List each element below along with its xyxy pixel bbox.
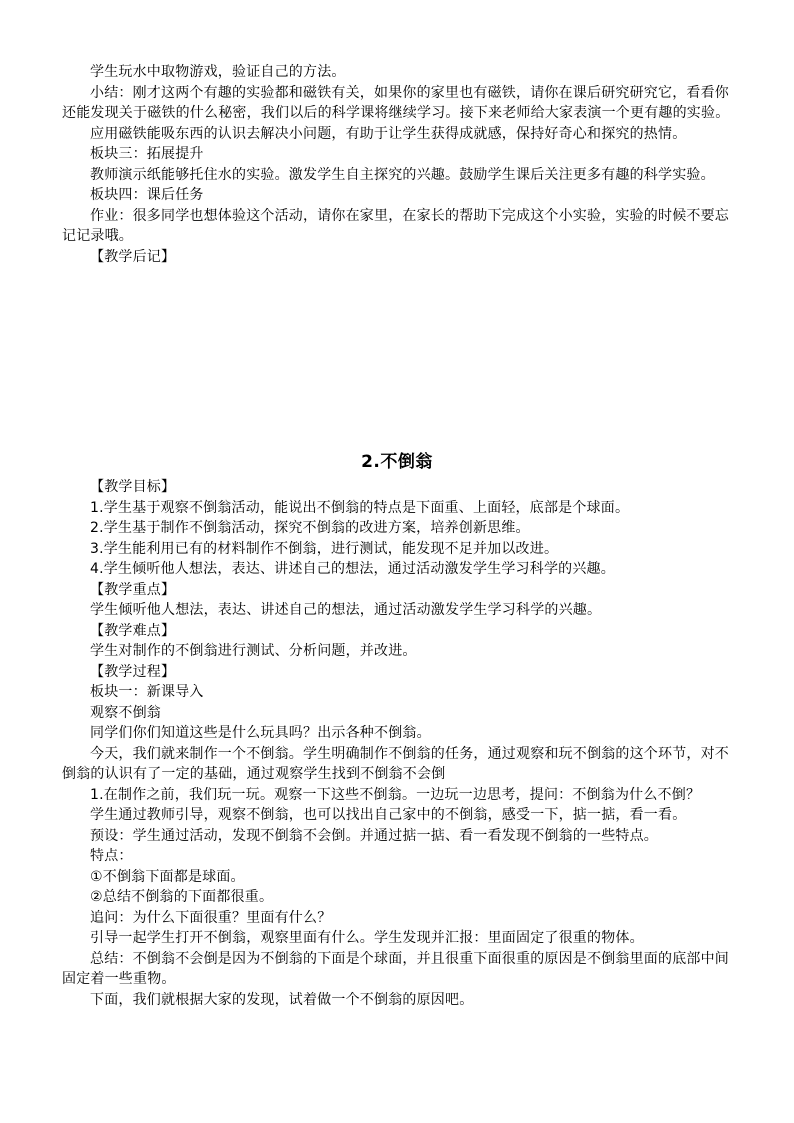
paragraph: 板块一：新课导入 xyxy=(90,684,204,700)
paragraph: 学生通过教师引导，观察不倒翁，也可以找出自己家中的不倒翁，感受一下，掂一掂，看一看。 xyxy=(90,807,687,823)
paragraph: 预设：学生通过活动，发现不倒翁不会倒。并通过掂一掂、看一看发现不倒翁的一些特点。 xyxy=(90,827,658,844)
paragraph: 下面，我们就根据大家的发现，试着做一个不倒翁的原因吧。 xyxy=(90,991,474,1008)
section-heading: 【教学目标】 xyxy=(90,479,176,495)
paragraph: 1.在制作之前，我们玩一玩。观察一下这些不倒翁。一边玩一边思考，提问：不倒翁为什么不倒？ xyxy=(90,786,701,803)
paragraph: 应用磁铁能吸东西的认识去解决小问题，有助于让学生获得成就感，保持好奇心和探究的热情。 xyxy=(90,125,687,142)
section-heading: 【教学过程】 xyxy=(90,663,176,680)
paragraph: 总结：不倒翁不会倒是因为不倒翁的下面是个球面，并且很重下面很重的原因是不倒翁里面的底部中间固定着一些重物。 xyxy=(62,950,729,987)
paragraph: 学生玩水中取物游戏，验证自己的方法。 xyxy=(90,64,346,80)
paragraph: 同学们你们知道这些是什么玩具吗？出示各种不倒翁。 xyxy=(90,725,431,741)
paragraph: 3.学生能利用已有的材料制作不倒翁，进行测试，能发现不足并加以改进。 xyxy=(90,540,559,557)
paragraph: 学生对制作的不倒翁进行测试、分析问题，并改进。 xyxy=(90,643,417,659)
paragraph: ②总结不倒翁的下面都很重。 xyxy=(90,889,274,905)
paragraph: 1.学生基于观察不倒翁活动，能说出不倒翁的特点是下面重、上面轻，底部是个球面。 xyxy=(90,499,630,516)
paragraph: 今天，我们就来制作一个不倒翁。学生明确制作不倒翁的任务，通过观察和玩不倒翁的这个环节，对不倒翁的认识有了一定的基础，通过观察学生找到不倒翁不会倒 xyxy=(62,745,729,782)
paragraph: 追问：为什么下面很重？里面有什么？ xyxy=(90,909,332,926)
paragraph: 小结：刚才这两个有趣的实验都和磁铁有关，如果你的家里也有磁铁，请你在课后研究研究它，看看你还能发现关于磁铁的什么秘密，我们以后的科学课将继续学习。接下来老师给大家表演一个更有趣的实验。 xyxy=(62,84,730,121)
paragraph: 学生倾听他人想法，表达、讲述自己的想法，通过活动激发学生学习科学的兴趣。 xyxy=(90,602,602,618)
paragraph: 作业：很多同学也想体验这个活动，请你在家里，在家长的帮助下完成这个小实验，实验的时候不要忘记记录哦。 xyxy=(62,207,729,244)
section-heading: 【教学重点】 xyxy=(90,581,176,598)
paragraph: 2.学生基于制作不倒翁活动，探究不倒翁的改进方案，培养创新思维。 xyxy=(90,520,530,536)
lesson-title: 2.不倒翁 xyxy=(361,452,433,472)
paragraph: 板块三：拓展提升 xyxy=(90,146,204,162)
section-heading: 【教学难点】 xyxy=(90,622,176,639)
paragraph: 引导一起学生打开不倒翁，观察里面有什么。学生发现并汇报：里面固定了很重的物体。 xyxy=(90,930,644,946)
paragraph: 特点： xyxy=(90,848,133,864)
paragraph: 板块四：课后任务 xyxy=(90,187,204,203)
paragraph: 教师演示纸能够托住水的实验。激发学生自主探究的兴趣。鼓励学生课后关注更多有趣的科学实验。 xyxy=(90,166,715,183)
paragraph: ①不倒翁下面都是球面。 xyxy=(90,868,245,885)
section-2-body xyxy=(62,477,734,1010)
paragraph: 4.学生倾听他人想法，表达、讲述自己的想法，通过活动激发学生学习科学的兴趣。 xyxy=(90,561,615,577)
paragraph: 观察不倒翁 xyxy=(90,704,161,721)
section-1-body xyxy=(62,62,734,267)
section-heading: 【教学后记】 xyxy=(90,248,176,265)
